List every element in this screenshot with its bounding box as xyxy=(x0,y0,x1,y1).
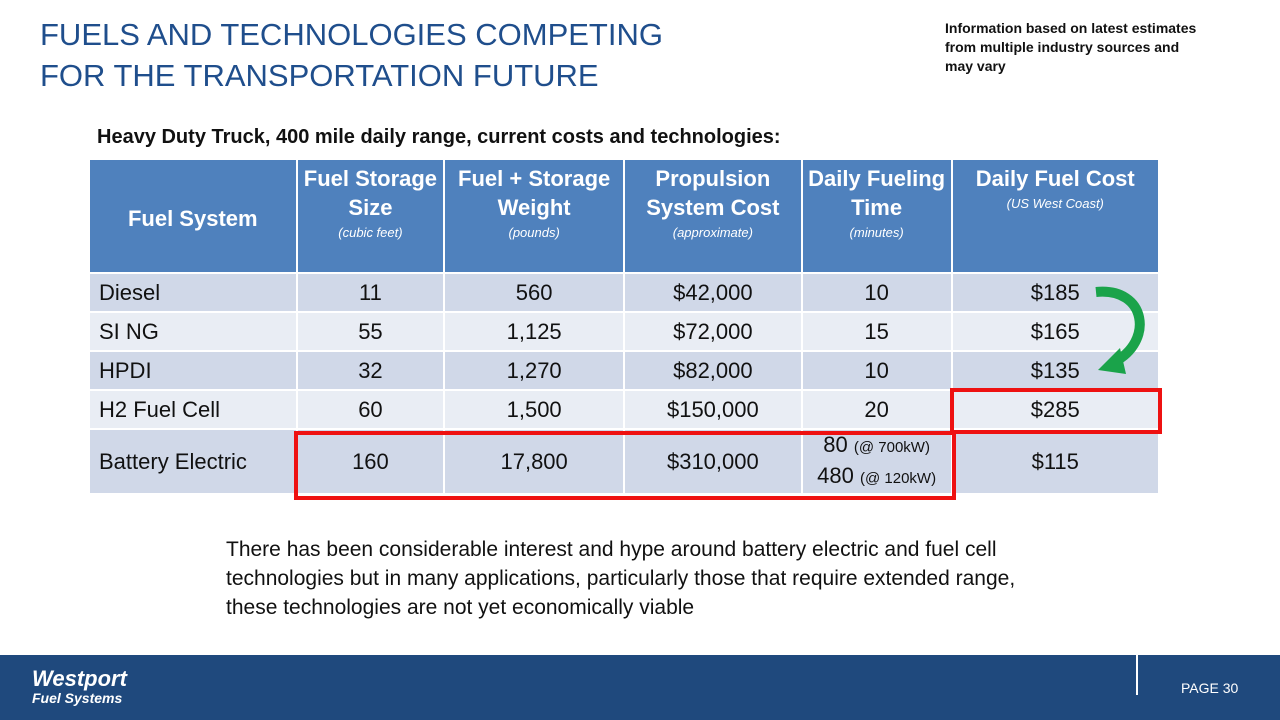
highlight-battery-electric xyxy=(294,431,956,500)
cell: H2 Fuel Cell xyxy=(89,390,297,429)
disclaimer-note: Information based on latest estimates from multiple industry sources and may vary xyxy=(945,20,1197,74)
cell: $165 xyxy=(952,312,1160,351)
cell: 1,125 xyxy=(444,312,624,351)
cell: $310,000 xyxy=(624,429,802,494)
title-line-2: FOR THE TRANSPORTATION FUTURE xyxy=(40,58,599,93)
cell: 10 xyxy=(802,273,952,312)
battery-fueling-time-cell: 80 (@ 700kW) 480 (@ 120kW) xyxy=(802,429,952,494)
cell: $150,000 xyxy=(624,390,802,429)
cell: 60 xyxy=(297,390,445,429)
table-row xyxy=(89,312,1159,351)
header-storage-size: Fuel Storage Size (cubic feet) xyxy=(297,159,445,273)
cell: 32 xyxy=(297,351,445,390)
cell: 560 xyxy=(444,273,624,312)
cell: 20 xyxy=(802,390,952,429)
cell: 1,500 xyxy=(444,390,624,429)
curved-arrow-icon xyxy=(1092,282,1152,382)
footer-bar xyxy=(0,655,1280,720)
title-line-1: FUELS AND TECHNOLOGIES COMPETING xyxy=(40,17,663,52)
header-fuel-system: Fuel System xyxy=(89,159,297,273)
page-title xyxy=(40,14,663,96)
table-row xyxy=(89,351,1159,390)
cell: Battery Electric xyxy=(89,429,297,494)
cell: Diesel xyxy=(89,273,297,312)
header-fuel-cost: Daily Fuel Cost (US West Coast) xyxy=(952,159,1160,273)
highlight-h2-cost xyxy=(950,388,1162,434)
table-row xyxy=(89,273,1159,312)
cell: SI NG xyxy=(89,312,297,351)
body-text: There has been considerable interest and hype around battery electric and fuel cell technologies but in many applications, particularly those that require extended range, these technologies are not yet economically viable xyxy=(226,538,1016,619)
header-propulsion-cost: Propulsion System Cost (approximate) xyxy=(624,159,802,273)
cell: $42,000 xyxy=(624,273,802,312)
cell: $72,000 xyxy=(624,312,802,351)
cell: $82,000 xyxy=(624,351,802,390)
cell: 11 xyxy=(297,273,445,312)
page-number: PAGE 30 xyxy=(1181,680,1239,696)
cell: HPDI xyxy=(89,351,297,390)
cell: 1,270 xyxy=(444,351,624,390)
cell: 10 xyxy=(802,351,952,390)
cell: $135 xyxy=(952,351,1160,390)
cell: $285 xyxy=(952,390,1160,429)
cell: 17,800 xyxy=(444,429,624,494)
footer-divider xyxy=(1136,655,1138,695)
cell: 160 xyxy=(297,429,445,494)
header-weight: Fuel + Storage Weight (pounds) xyxy=(444,159,624,273)
header-fueling-time: Daily Fueling Time (minutes) xyxy=(802,159,952,273)
cell: $115 xyxy=(952,429,1160,494)
cell: $185 xyxy=(952,273,1160,312)
table-subtitle: Heavy Duty Truck, 400 mile daily range, current costs and technologies: xyxy=(97,126,781,148)
cell: 15 xyxy=(802,312,952,351)
cell: 55 xyxy=(297,312,445,351)
westport-logo: Westport Fuel Systems xyxy=(32,666,127,706)
